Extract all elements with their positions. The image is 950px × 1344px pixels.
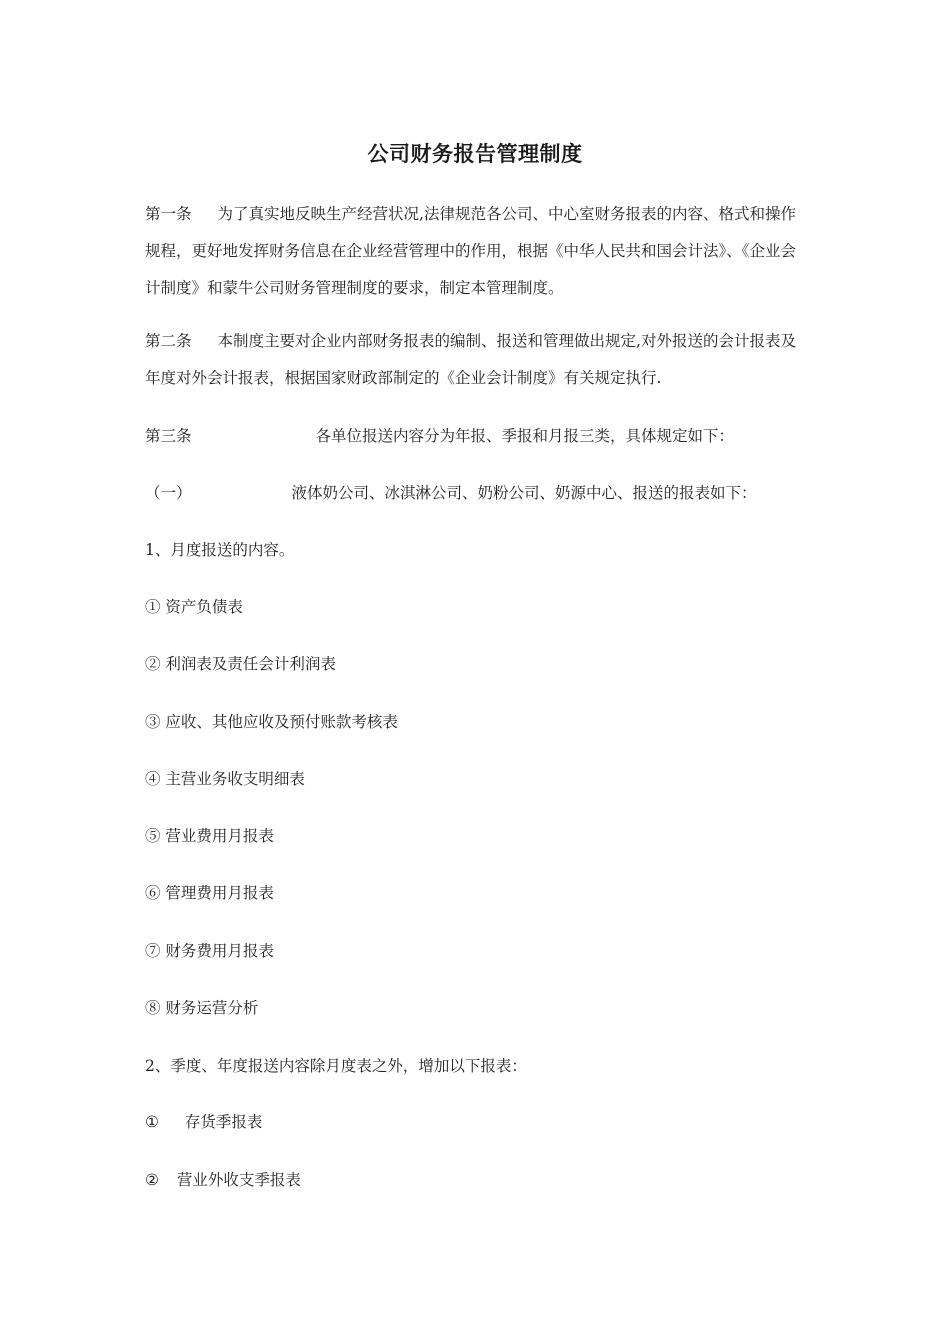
list-item: ④ 主营业务收支明细表 [145,770,305,788]
article-2-text: 本制度主要对企业内部财务报表的编制、报送和管理做出规定,对外报送的会计报表及年度对外会计报表，根据国家财政部制定的《企业会计制度》有关规定执行. [145,332,796,387]
list-item: ① 资产负债表 [145,598,243,616]
article-2-label: 第二条 [145,332,192,350]
list-item [145,1169,301,1191]
article-1 [145,196,800,307]
list-item: ⑥ 管理费用月报表 [145,884,274,902]
list-item: ② 利润表及责任会计利润表 [145,655,336,673]
list-item [145,1111,262,1133]
document-title: 公司财务报告管理制度 [367,142,583,166]
list-item-number: ② [145,1171,159,1189]
list-item-number: ① [145,1113,159,1131]
article-3 [145,425,734,447]
article-1-label: 第一条 [145,205,192,223]
list-item: ⑦ 财务费用月报表 [145,942,274,960]
quarterly-heading: 2、季度、年度报送内容除月度表之外，增加以下报表： [145,1057,527,1075]
article-3-label: 第三条 [145,427,192,445]
list-item-text: 存货季报表 [184,1113,263,1131]
list-item-text: 营业外收支季报表 [176,1171,301,1189]
monthly-heading: 1、月度报送的内容。 [145,541,295,559]
article-3-text: 各单位报送内容分为年报、季报和月报三类，具体规定如下： [315,427,735,445]
section-1 [145,482,757,504]
list-item: ⑤ 营业费用月报表 [145,827,274,845]
article-1-text: 为了真实地反映生产经营状况,法律规范各公司、中心室财务报表的内容、格式和操作规程，更好地发挥财务信息在企业经营管理中的作用，根据《中华人民共和国会计法》、《企业会计制度》和蒙牛公司财务管理制度的要求，制定本管理制度。 [145,205,797,297]
section-1-text: 液体奶公司、冰淇淋公司、奶粉公司、奶源中心、报送的报表如下： [291,484,757,502]
list-item: ⑧ 财务运营分析 [145,999,259,1017]
list-item: ③ 应收、其他应收及预付账款考核表 [145,713,398,731]
section-1-label: （一） [145,484,192,502]
article-2 [145,323,800,397]
